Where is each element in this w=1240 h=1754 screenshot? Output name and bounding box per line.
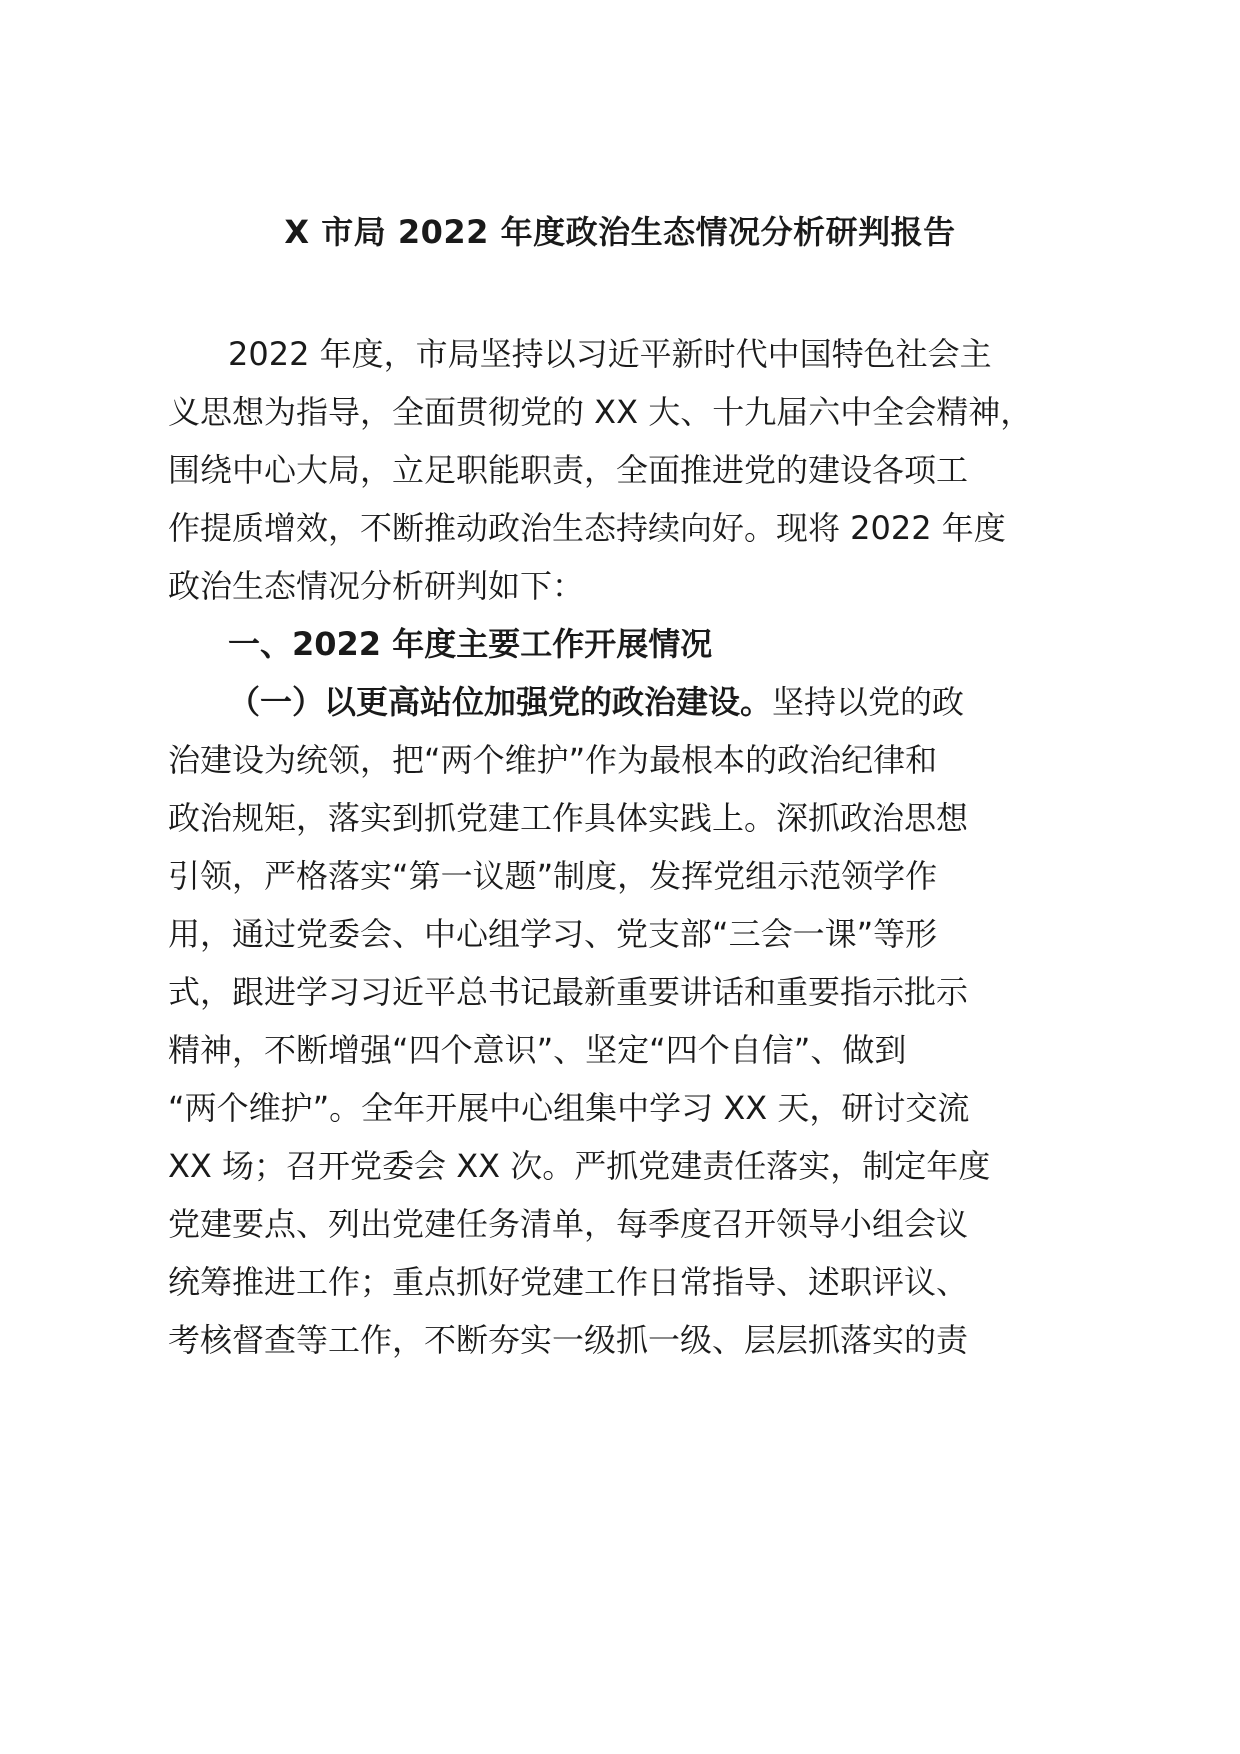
paragraph-line: 政治生态情况分析研判如下： xyxy=(168,567,585,605)
body-line: 引领，严格落实“第一议题”制度，发挥党组示范领学作 xyxy=(168,857,938,895)
subsection-heading: （一）以更高站位加强党的政治建设。 xyxy=(228,683,773,721)
body-line: 党建要点、列出党建任务清单，每季度召开领导小组会议 xyxy=(168,1205,969,1243)
body-line: 精神，不断增强“四个意识”、坚定“四个自信”、做到 xyxy=(168,1031,907,1069)
paragraph-line: 2022 年度，市局坚持以习近平新时代中国特色社会主 xyxy=(228,335,992,373)
body-line: 式，跟进学习习近平总书记最新重要讲话和重要指示批示 xyxy=(168,973,969,1011)
paragraph-line: 义思想为指导，全面贯彻党的 XX 大、十九届六中全会精神， xyxy=(168,393,1033,431)
body-line: XX 场；召开党委会 XX 次。严抓党建责任落实，制定年度 xyxy=(168,1147,991,1185)
body-line: 考核督查等工作，不断夯实一级抓一级、层层抓落实的责 xyxy=(168,1321,969,1359)
section-heading: 一、2022 年度主要工作开展情况 xyxy=(228,625,713,663)
body-line: 治建设为统领，把“两个维护”作为最根本的政治纪律和 xyxy=(168,741,938,779)
body-line: 统筹推进工作；重点抓好党建工作日常指导、述职评议、 xyxy=(168,1263,969,1301)
document-title: X 市局 2022 年度政治生态情况分析研判报告 xyxy=(284,213,956,251)
body-line: 政治规矩，落实到抓党建工作具体实践上。深抓政治思想 xyxy=(168,799,969,837)
paragraph-line: 围绕中心大局，立足职能职责，全面推进党的建设各项工 xyxy=(168,451,969,489)
body-line: 用，通过党委会、中心组学习、党支部“三会一课”等形 xyxy=(168,915,938,953)
subsection-text: 坚持以党的政 xyxy=(772,683,965,721)
body-line: “两个维护”。全年开展中心组集中学习 XX 天，研讨交流 xyxy=(168,1089,970,1127)
subsection-first-line xyxy=(228,680,964,724)
paragraph-line: 作提质增效，不断推动政治生态持续向好。现将 2022 年度 xyxy=(168,509,1006,547)
